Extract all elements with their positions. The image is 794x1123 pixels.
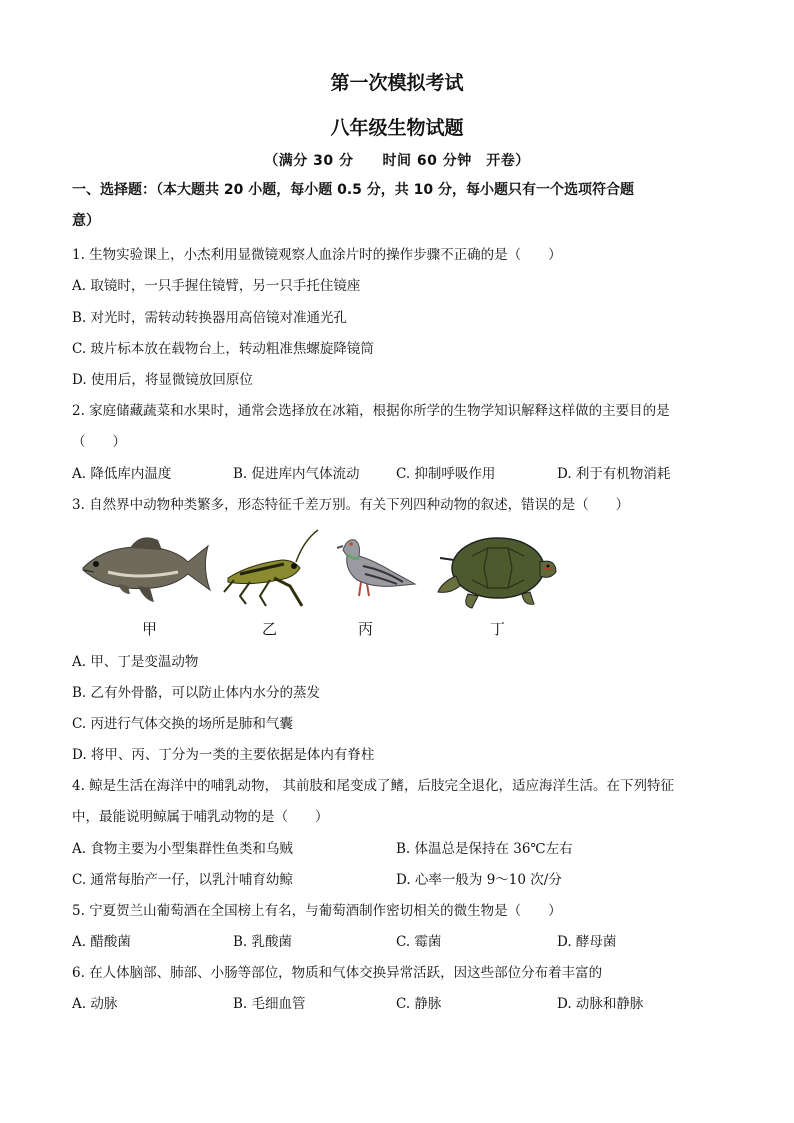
figure-label-yi: 乙 bbox=[262, 620, 278, 638]
q1-stem: 1. 生物实验课上，小杰利用显微镜观察人血涂片时的操作步骤不正确的是（ ） bbox=[72, 247, 562, 263]
q3-option-d: D. 将甲、丙、丁分为一类的主要依据是体内有脊柱 bbox=[72, 747, 375, 763]
exam-info: （满分 30 分 时间 60 分钟 开卷） bbox=[264, 153, 530, 169]
figure-label-jia: 甲 bbox=[142, 620, 158, 638]
q4-stem-line2: 中，最能说明鲸属于哺乳动物的是（ ） bbox=[72, 809, 329, 825]
q5-option-c: C. 霉菌 bbox=[396, 934, 442, 950]
exam-subtitle: 八年级生物试题 bbox=[330, 117, 464, 139]
q4-option-a: A. 食物主要为小型集群性鱼类和乌贼 bbox=[72, 841, 293, 857]
q2-stem-line2: （ ） bbox=[72, 434, 126, 450]
q6-stem: 6. 在人体脑部、肺部、小肠等部位，物质和气体交换异常活跃，因这些部位分布着丰富的 bbox=[72, 965, 603, 981]
exam-title: 第一次模拟考试 bbox=[330, 72, 464, 94]
q6-option-b: B. 毛细血管 bbox=[233, 996, 306, 1012]
section-heading bbox=[72, 175, 712, 237]
q3-stem: 3. 自然界中动物种类繁多，形态特征千差万别。有关下列四种动物的叙述，错误的是（ ） bbox=[72, 497, 630, 513]
q5-option-a: A. 醋酸菌 bbox=[72, 934, 131, 950]
q2-stem-line1: 2. 家庭储藏蔬菜和水果时，通常会选择放在冰箱，根据你所学的生物学知识解释这样做的主要目的是 bbox=[72, 403, 670, 419]
q1-option-c: C. 玻片标本放在载物台上，转动粗准焦螺旋降镜筒 bbox=[72, 341, 374, 357]
q2-option-d: D. 利于有机物消耗 bbox=[557, 466, 671, 482]
fish-illustration bbox=[78, 528, 213, 610]
q2-option-c: C. 抑制呼吸作用 bbox=[396, 466, 496, 482]
q6-option-c: C. 静脉 bbox=[396, 996, 442, 1012]
figure-label-ding: 丁 bbox=[490, 620, 506, 638]
pigeon-illustration bbox=[333, 530, 417, 604]
q4-option-b: B. 体温总是保持在 36℃左右 bbox=[396, 841, 573, 857]
q3-option-a: A. 甲、丁是变温动物 bbox=[72, 654, 199, 670]
q3-option-b: B. 乙有外骨骼，可以防止体内水分的蒸发 bbox=[72, 685, 321, 701]
q1-option-d: D. 使用后，将显微镜放回原位 bbox=[72, 372, 253, 388]
grasshopper-illustration bbox=[220, 526, 320, 610]
turtle-illustration bbox=[432, 528, 560, 610]
q6-option-d: D. 动脉和静脉 bbox=[557, 996, 644, 1012]
figure-label-bing: 丙 bbox=[358, 620, 374, 638]
section-heading-line1: 一、选择题：（本大题共 20 小题，每小题 0.5 分，共 10 分，每小题只有一个选项符合题 bbox=[72, 182, 635, 198]
q2-option-b: B. 促进库内气体流动 bbox=[233, 466, 360, 482]
q5-option-b: B. 乳酸菌 bbox=[233, 934, 293, 950]
q3-option-c: C. 丙进行气体交换的场所是肺和气囊 bbox=[72, 716, 293, 732]
q2-option-a: A. 降低库内温度 bbox=[72, 466, 172, 482]
q5-option-d: D. 酵母菌 bbox=[557, 934, 617, 950]
q4-stem-line1: 4. 鲸是生活在海洋中的哺乳动物， 其前肢和尾变成了鳍，后肢完全退化，适应海洋生活。在下列特征 bbox=[72, 778, 674, 794]
q4-option-d: D. 心率一般为 9～10 次/分 bbox=[396, 872, 562, 888]
q1-option-b: B. 对光时，需转动转换器用高倍镜对准通光孔 bbox=[72, 310, 348, 326]
q4-option-c: C. 通常每胎产一仔，以乳汁哺育幼鲸 bbox=[72, 872, 293, 888]
q5-stem: 5. 宁夏贺兰山葡萄酒在全国榜上有名，与葡萄酒制作密切相关的微生物是（ ） bbox=[72, 903, 562, 919]
section-heading-line2: 意） bbox=[72, 213, 100, 229]
q1-option-a: A. 取镜时，一只手握住镜臂，另一只手托住镜座 bbox=[72, 278, 361, 294]
q6-option-a: A. 动脉 bbox=[72, 996, 118, 1012]
